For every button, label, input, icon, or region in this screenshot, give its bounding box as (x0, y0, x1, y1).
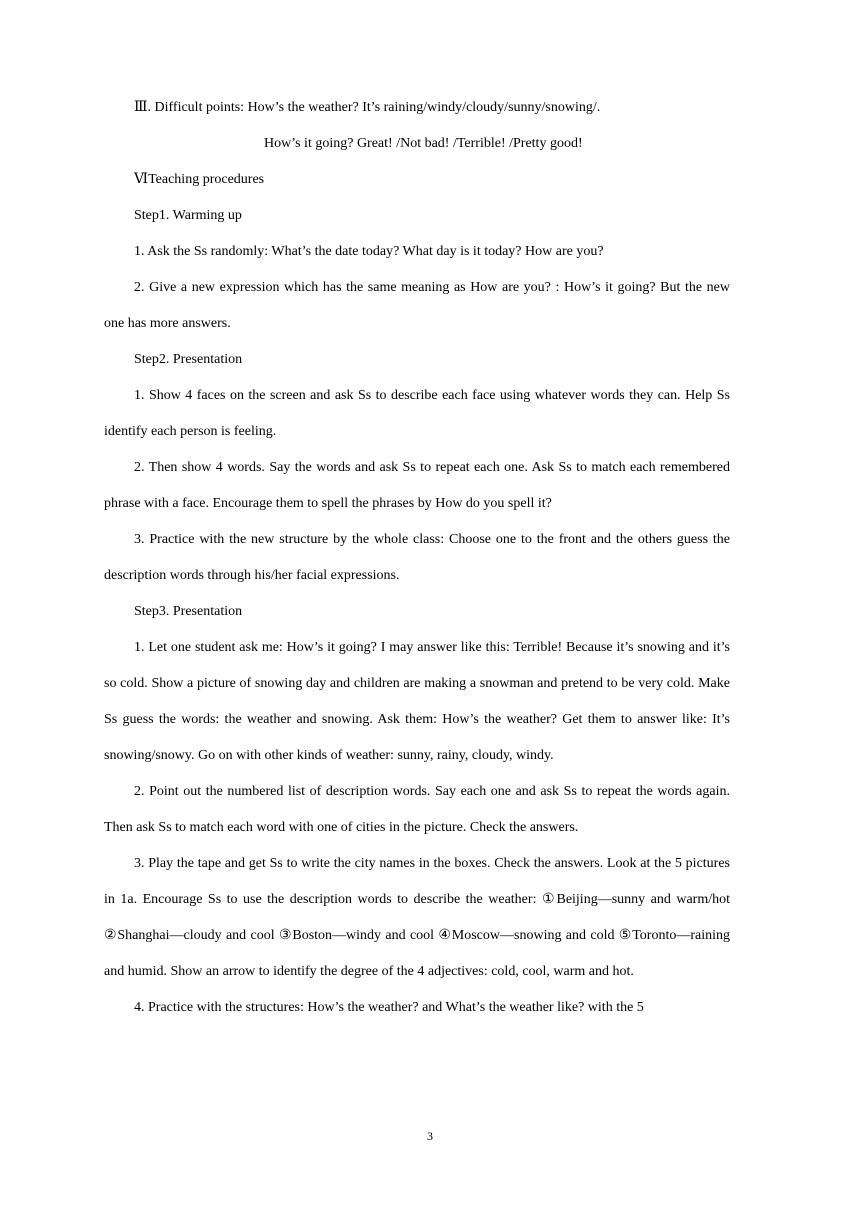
paragraph: 1. Let one student ask me: How’s it going? I may answer like this: Terrible! Because it’s snowing and it’s so cold. Show a picture of snowing day and children are making a snowman and pretend to be very cold. Make Ss guess the words: the weather and snowing. Ask them: How’s the weather? Get them to answer like: It’s snowing/snowy. Go on with other kinds of weather: sunny, rainy, cloudy, windy. (104, 640, 730, 763)
paragraph: 2. Give a new expression which has the same meaning as How are you? : How’s it going? But the new one has more answers. (104, 280, 730, 331)
paragraph: 4. Practice with the structures: How’s the weather? and What’s the weather like? with the 5 (134, 1000, 644, 1015)
page-number: 3 (427, 1129, 433, 1143)
paragraph: 3. Practice with the new structure by the whole class: Choose one to the front and the others guess the description words through his/her facial expressions. (104, 532, 730, 583)
paragraph: 3. Play the tape and get Ss to write the city names in the boxes. Check the answers. Look at the 5 pictures in 1a. Encourage Ss to use the description words to describe the weather: ①Beijing—sunny and warm/hot ②Shanghai—cloudy and cool ③Boston—windy and cool ④Moscow—snowing and cold ⑤Toronto—raining and humid. Show an arrow to identify the degree of the 4 adjectives: cold, cool, warm and hot. (104, 856, 730, 979)
paragraph: 2. Point out the numbered list of description words. Say each one and ask Ss to repeat the words again. Then ask Ss to match each word with one of cities in the picture. Check the answers. (104, 784, 730, 835)
paragraph: 2. Then show 4 words. Say the words and ask Ss to repeat each one. Ask Ss to match each remembered phrase with a face. Encourage them to spell the phrases by How do you spell it? (104, 460, 730, 511)
teaching-procedures-heading: ⅥTeaching procedures (134, 172, 265, 187)
difficult-points-line: Ⅲ. Difficult points: How’s the weather? It’s raining/windy/cloudy/sunny/snowing/. (134, 100, 601, 115)
step3-heading: Step3. Presentation (134, 604, 243, 619)
difficult-points-continuation: How’s it going? Great! /Not bad! /Terrible! /Pretty good! (264, 136, 583, 151)
document-body (104, 90, 730, 1026)
paragraph: 1. Show 4 faces on the screen and ask Ss to describe each face using whatever words they can. Help Ss identify each person is feeling. (104, 388, 730, 439)
step1-heading: Step1. Warming up (134, 208, 242, 223)
step2-heading: Step2. Presentation (134, 352, 243, 367)
paragraph: 1. Ask the Ss randomly: What’s the date today? What day is it today? How are you? (134, 244, 604, 259)
